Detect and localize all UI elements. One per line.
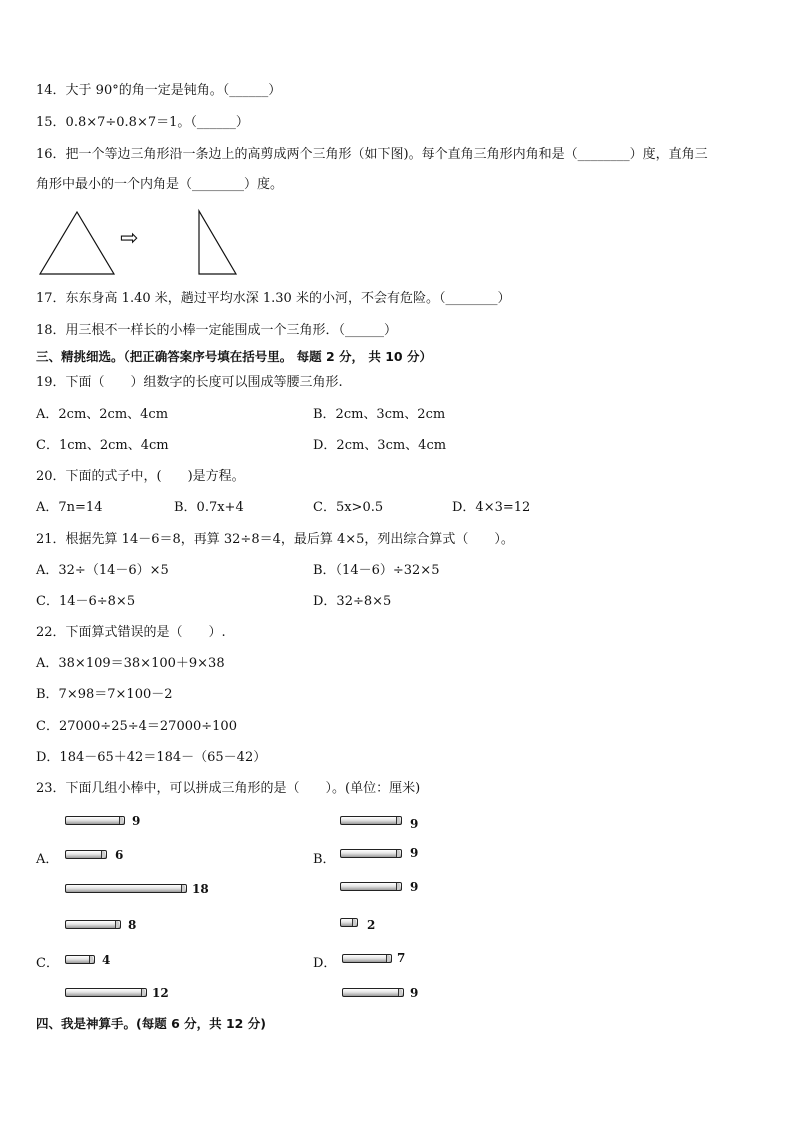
q20-option-a[interactable]: A．7n=14 xyxy=(36,500,103,515)
stick-a1 xyxy=(65,816,125,825)
stick-a1-label: 9 xyxy=(132,814,141,828)
question-22: 22．下面算式错误的是（ ）. xyxy=(36,625,226,640)
stick-b2-label: 9 xyxy=(410,846,419,860)
q23-option-a-letter[interactable]: A． xyxy=(36,852,59,867)
stick-d1-label: 2 xyxy=(367,918,376,932)
question-14: 14．大于 90°的角一定是钝角。（______） xyxy=(36,83,282,98)
stick-b1-label: 9 xyxy=(410,817,419,831)
right-triangle-figure xyxy=(196,208,240,276)
stick-b3-label: 9 xyxy=(410,880,419,894)
equilateral-triangle-figure xyxy=(38,210,120,276)
stick-a3-label: 18 xyxy=(192,882,209,896)
stick-d3-label: 9 xyxy=(410,986,419,1000)
stick-b1 xyxy=(340,816,402,825)
q19-option-a[interactable]: A．2cm、2cm、4cm xyxy=(36,407,169,422)
question-19: 19．下面（ ）组数字的长度可以围成等腰三角形. xyxy=(36,375,343,390)
stick-b2 xyxy=(340,849,402,858)
q22-option-a[interactable]: A．38×109＝38×100＋9×38 xyxy=(36,656,225,671)
q22-option-c[interactable]: C．27000÷25÷4＝27000÷100 xyxy=(36,719,237,734)
q21-option-a[interactable]: A．32÷（14－6）×5 xyxy=(36,563,169,578)
q21-option-c[interactable]: C．14－6÷8×5 xyxy=(36,594,136,609)
question-17: 17．东东身高 1.40 米，趟过平均水深 1.30 米的小河，不会有危险。（________） xyxy=(36,291,511,306)
q21-option-b[interactable]: B．（14－6）÷32×5 xyxy=(313,563,440,578)
question-16-line2: 角形中最小的一个内角是（________）度。 xyxy=(36,177,284,192)
q22-option-b[interactable]: B．7×98＝7×100－2 xyxy=(36,687,173,702)
q19-option-d[interactable]: D．2cm、3cm、4cm xyxy=(313,438,447,453)
question-18: 18．用三根不一样长的小棒一定能围成一个三角形．（______） xyxy=(36,323,398,338)
section-4-heading: 四、我是神算手。(每题 6 分，共 12 分) xyxy=(36,1016,266,1031)
stick-a3 xyxy=(65,884,187,893)
question-21: 21．根据先算 14－6＝8，再算 32÷8＝4，最后算 4×5，列出综合算式（ ）。 xyxy=(36,532,514,547)
stick-c1-label: 8 xyxy=(128,918,137,932)
q19-option-c[interactable]: C．1cm、2cm、4cm xyxy=(36,438,169,453)
question-20: 20．下面的式子中，( )是方程。 xyxy=(36,469,245,484)
q23-option-b-letter[interactable]: B． xyxy=(313,852,336,867)
stick-c3 xyxy=(65,988,147,997)
question-16-line1: 16．把一个等边三角形沿一条边上的高剪成两个三角形（如下图)。每个直角三角形内角和是（________）度，直角三 xyxy=(36,147,708,162)
stick-d2-label: 7 xyxy=(397,951,406,965)
q21-option-d[interactable]: D．32÷8×5 xyxy=(313,594,392,609)
stick-a2 xyxy=(65,850,107,859)
stick-d1 xyxy=(340,918,358,927)
stick-c1 xyxy=(65,920,121,929)
section-3-heading: 三、精挑细选。（把正确答案序号填在括号里。 每题 2 分， 共 10 分） xyxy=(36,349,432,364)
q20-option-d[interactable]: D．4×3=12 xyxy=(452,500,531,515)
q23-option-c-letter[interactable]: C． xyxy=(36,956,59,971)
stick-b3 xyxy=(340,882,402,891)
stick-c2 xyxy=(65,955,95,964)
stick-a2-label: 6 xyxy=(115,848,124,862)
stick-d2 xyxy=(342,954,392,963)
stick-c3-label: 12 xyxy=(152,986,169,1000)
q20-option-b[interactable]: B．0.7x+4 xyxy=(174,500,244,515)
q23-option-d-letter[interactable]: D． xyxy=(313,956,337,971)
q22-option-d[interactable]: D．184－65＋42＝184－（65－42） xyxy=(36,750,267,765)
stick-d3 xyxy=(342,988,404,997)
question-23: 23．下面几组小棒中，可以拼成三角形的是（ ）。(单位：厘米) xyxy=(36,781,421,796)
arrow-icon: ⇨ xyxy=(120,226,139,251)
question-15: 15．0.8×7÷0.8×7＝1。（______） xyxy=(36,115,249,130)
q19-option-b[interactable]: B．2cm、3cm、2cm xyxy=(313,407,446,422)
q20-option-c[interactable]: C．5x>0.5 xyxy=(313,500,384,515)
stick-c2-label: 4 xyxy=(102,953,111,967)
